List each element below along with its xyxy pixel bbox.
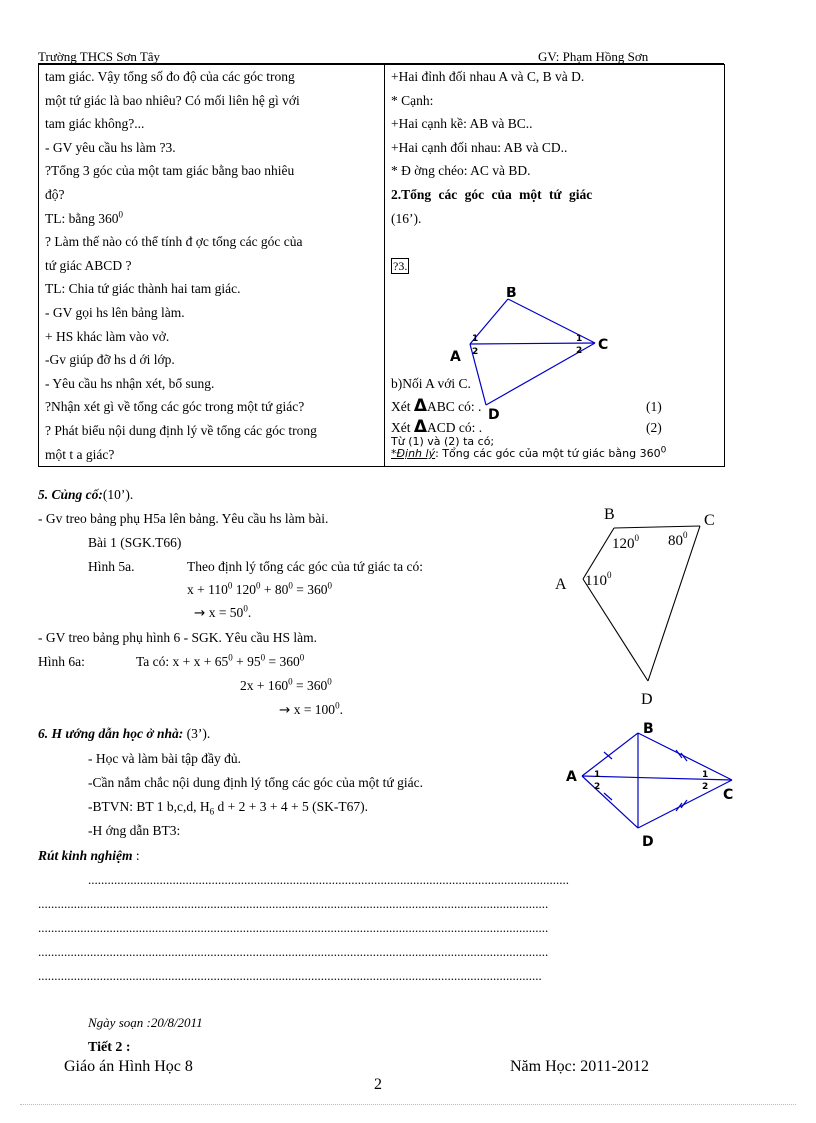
vertex-c-label: C: [598, 337, 609, 353]
angle-b-value: $120^0$: [612, 533, 639, 552]
q3-line: [391, 254, 718, 278]
exercise-3-diagram: [560, 713, 750, 853]
school-name: Trường THCS Sơn Tây: [38, 49, 161, 64]
right-line: +Hai cạnh đối nhau: AB và CD..: [391, 139, 568, 155]
xet-acd-line: Xét ΔACD có: . (2): [391, 416, 662, 437]
left-line: + HS khác làm vào vở.: [45, 328, 170, 344]
angle-a1-label: 1: [472, 334, 479, 344]
right-line: * Cạnh:: [391, 92, 434, 108]
tu-1-2-line: Từ (1) và (2) ta có;: [391, 434, 495, 448]
right-line: * Đ ờng chéo: AC và BD.: [391, 163, 531, 179]
equation-1: $x + 110^0$ $120^0 + 80^0 = 360^0$: [187, 580, 332, 597]
left-line: tứ giác ABCD ?: [45, 257, 132, 273]
angle-c1-label: 1: [576, 334, 583, 344]
lesson-table: [38, 64, 725, 467]
experience-heading: Rút kinh nghiệm :: [38, 848, 140, 863]
angle-c-value: $80^0$: [668, 530, 688, 549]
triangle-icon: Δ: [413, 416, 428, 437]
triangle-icon: Δ: [413, 396, 428, 417]
result-1: → $x = 50^0$.: [194, 603, 252, 621]
left-line: ? Phát biểu nội dung định lý về tổng các góc trong: [45, 422, 317, 438]
section-5-heading: 5. Củng cố:(10’).: [38, 487, 134, 502]
section-2-title: 2.Tổng các góc của một tứ giác: [391, 186, 593, 202]
left-line: - Yêu cầu hs nhận xét, bổ sung.: [45, 375, 215, 391]
theorem-line: *Định lý: Tổng các góc của một tứ giác bằng $360^0$: [391, 445, 667, 460]
bai-1-label: Bài 1 (SGK.T66): [88, 535, 182, 550]
figure-5a-diagram: [548, 500, 738, 710]
spacer: [391, 230, 718, 254]
left-line: tam giác không?...: [45, 116, 145, 132]
dotted-line: .............................................................................................................................................................: [38, 920, 549, 935]
vertex-b-label: B: [506, 287, 517, 301]
figure-5a-edges: [583, 526, 700, 681]
vertex-d-label: D: [488, 407, 500, 422]
angle-a2-label: 2: [472, 347, 479, 357]
angle-a2-label: 2: [594, 782, 601, 792]
arrow-right-icon: →: [279, 702, 291, 718]
vertex-a-label: A: [450, 349, 461, 365]
vertex-d-label: D: [641, 691, 653, 708]
left-line: ?Nhận xét gì về tổng các góc trong một tứ giác?: [45, 399, 305, 415]
q3-label: ?3.: [393, 258, 408, 273]
angle-c1-label: 1: [702, 770, 709, 780]
vertex-a-label: A: [566, 769, 577, 785]
left-line: một tứ giác là bao nhiêu? Có mối liên hệ gì với: [45, 92, 300, 108]
homework-line: -Cần nắm chắc nội dung định lý tổng các góc của một tứ giác.: [88, 775, 423, 790]
section-2-time: (16’).: [391, 210, 422, 226]
section-5-line: - Gv treo bảng phụ H5a lên bảng. Yêu cầu hs làm bài.: [38, 511, 329, 526]
angle-c2-label: 2: [702, 782, 709, 792]
vertex-c-label: C: [723, 787, 734, 803]
equation-3: $2x + 160^0 = 360^0$: [240, 676, 332, 693]
theorem-apply-line: Theo định lý tổng các góc của tứ giác ta có:: [187, 559, 423, 574]
left-line: - GV yêu cầu hs làm ?3.: [45, 139, 176, 155]
date-prepared: Ngày soạn :20/8/2011: [88, 1015, 203, 1030]
vertex-d-label: D: [642, 834, 654, 850]
arrow-right-icon: →: [194, 605, 206, 621]
footer-subject: Giáo án Hình Học 8: [64, 1058, 193, 1075]
teacher-activity-column: [39, 65, 385, 467]
vertex-b-label: B: [643, 721, 654, 737]
section-6-heading: 6. H ướng dẫn học ở nhà: (3’).: [38, 726, 211, 741]
right-line: +Hai cạnh kề: AB và BC..: [391, 116, 533, 132]
left-line: ?Tổng 3 góc của một tam giác bằng bao nhiêu: [45, 163, 295, 179]
angle-c2-label: 2: [576, 346, 583, 356]
equation-2: Ta có: $x + x + 65^0 + 95^0 = 360^0$: [136, 652, 305, 669]
section-5-line-hinh6: - GV treo bảng phụ hình 6 - SGK. Yêu cầu HS làm.: [38, 630, 317, 645]
left-line: ? Làm thế nào có thể tính đ ợc tổng các góc của: [45, 234, 303, 250]
angle-a1-label: 1: [594, 770, 601, 780]
hinh-5a-label: Hình 5a.: [88, 559, 135, 574]
left-line: -Gv giúp đỡ hs d ới lớp.: [45, 352, 175, 368]
left-line-360: TL: bằng $360^0$: [45, 209, 123, 226]
vertex-c-label: C: [704, 512, 715, 529]
hinh-6a-label: Hình 6a:: [38, 654, 85, 669]
b-line: b)Nối A với C.: [391, 375, 471, 391]
dotted-line: .............................................................................................................................................................: [38, 944, 549, 959]
angle-a-value: $110^0$: [585, 570, 612, 589]
result-2: → $x = 100^0$.: [279, 700, 343, 718]
teacher-name: GV: Phạm Hồng Sơn: [538, 49, 649, 64]
homework-line: -BTVN: BT 1 b,c,d, $H_6$ d + 2 + 3 + 4 + 5 (SK-T67).: [88, 799, 368, 817]
lesson-number: Tiết 2 :: [88, 1040, 131, 1055]
student-activity-column: [385, 65, 725, 467]
homework-line: -H ớng dẫn BT3:: [88, 823, 181, 838]
vertex-a-label: A: [555, 576, 567, 593]
page-number: 2: [374, 1076, 382, 1093]
right-line: +Hai đỉnh đối nhau A và C, B và D.: [391, 69, 585, 84]
left-line: TL: Chia tứ giác thành hai tam giác.: [45, 281, 241, 297]
vertex-b-label: B: [604, 506, 615, 523]
left-line: - GV gọi hs lên bảng làm.: [45, 304, 185, 320]
dotted-line: .............................................................................................................................................................: [38, 896, 549, 911]
left-line: độ?: [45, 186, 65, 202]
footer-school-year: Năm Học: 2011-2012: [510, 1058, 649, 1075]
page-bottom-rule: [20, 1104, 796, 1105]
xet-abc-line: Xét ΔABC có: . (1): [391, 396, 662, 417]
left-line: tam giác. Vậy tổng số đo độ của các góc trong: [45, 69, 295, 84]
homework-line: - Học và làm bài tập đầy đủ.: [88, 751, 241, 766]
exercise-3-edges: [582, 733, 732, 828]
quadrilateral-abcd-diagram: [450, 287, 650, 422]
dotted-line: ...........................................................................................................................................................: [38, 968, 542, 983]
left-line: một t a giác?: [45, 446, 115, 462]
dotted-line: ....................................................................................................................................................: [88, 872, 569, 887]
